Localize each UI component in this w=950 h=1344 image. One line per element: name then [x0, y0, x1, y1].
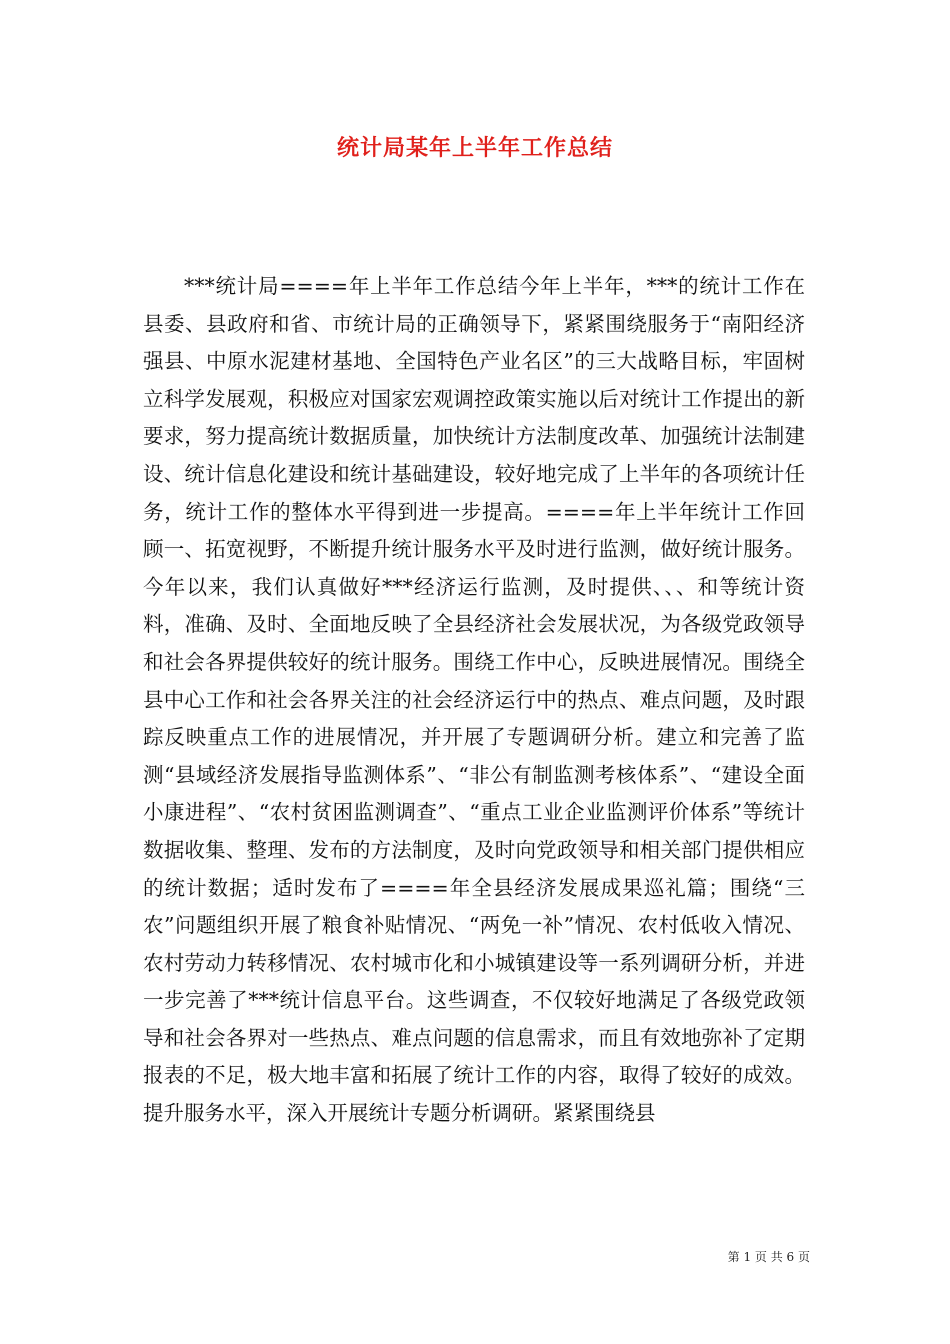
document-title: 统计局某年上半年工作总结: [336, 135, 613, 161]
page-number: 第 1 页 共 6 页: [727, 1250, 810, 1264]
body-paragraph: ***统计局====年上半年工作总结今年上半年，***的统计工作在县委、县政府和省、市统计局的正确领导下，紧紧围绕服务于“南阳经济强县、中原水泥建材基地、全国特色产业名区”的三大战略目标，牢固树立科学发展观，积极应对国家宏观调控政策实施以后对统计工作提出的新要求，努力提高统计数据质量，加快统计方法制度改革、加强统计法制建设、统计信息化建设和统计基础建设，较好地完成了上半年的各项统计任务，统计工作的整体水平得到进一步提高。====年上半年统计工作回顾一、拓宽视野，不断提升统计服务水平及时进行监测，做好统计服务。今年以来，我们认真做好***经济运行监测，及时提供、、、和等统计资料，准确、及时、全面地反映了全县经济社会发展状况，为各级党政领导和社会各界提供较好的统计服务。围绕工作中心，反映进展情况。围绕全县中心工作和社会各界关注的社会经济运行中的热点、难点问题，及时跟踪反映重点工作的进展情况，并开展了专题调研分析。建立和完善了监测“县域经济发展指导监测体系”、“非公有制监测考核体系”、“建设全面小康进程”、“农村贫困监测调查”、“重点工业企业监测评价体系”等统计数据收集、整理、发布的方法制度，及时向党政领导和相关部门提供相应的统计数据；适时发布了====年全县经济发展成果巡礼篇；围绕“三农”问题组织开展了粮食补贴情况、“两免一补”情况、农村低收入情况、农村劳动力转移情况、农村城市化和小城镇建设等一系列调研分析，并进一步完善了***统计信息平台。这些调查，不仅较好地满足了各级党政领导和社会各界对一些热点、难点问题的信息需求，而且有效地弥补了定期报表的不足，极大地丰富和拓展了统计工作的内容，取得了较好的成效。提升服务水平，深入开展统计专题分析调研。紧紧围绕县: [143, 274, 805, 1126]
